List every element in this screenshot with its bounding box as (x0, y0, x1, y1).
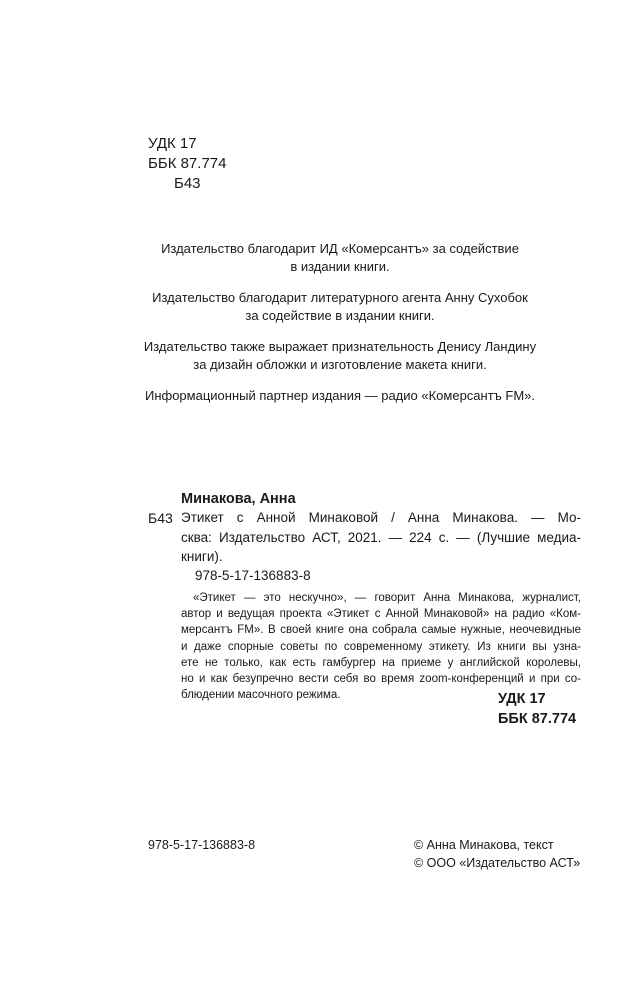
classification-block (148, 134, 226, 194)
annotation-line: и даже спорные советы по современному этикету. Из книги вы узна- (181, 640, 581, 653)
footer-isbn: 978-5-17-136883-8 (148, 838, 256, 852)
card-bbk-code: ББК 87.774 (498, 711, 577, 727)
card-description-line: сква: Издательство АСТ, 2021. — 224 с. — (Лучшие медиа- (181, 529, 581, 545)
acknowledgement-line: за дизайн обложки и изготовление макета книги. (193, 357, 487, 372)
acknowledgement-line: Издательство также выражает признательность Денису Ландину (143, 339, 537, 354)
acknowledgement-line: Информационный партнер издания — радио «Комерсантъ FM». (144, 388, 536, 403)
author-code: Б43 (174, 175, 201, 192)
card-description-line: Этикет с Анной Минаковой / Анна Минакова. — Мо- (181, 510, 581, 525)
card-author-code: Б43 (148, 510, 173, 526)
card-description (181, 508, 581, 567)
card-annotation (181, 590, 581, 703)
annotation-line: автор и ведущая проекта «Этикет с Анной Минаковой» на радио «Ком- (181, 608, 581, 621)
acknowledgement-paragraph (130, 338, 550, 374)
acknowledgement-line: за содействие в издании книги. (245, 308, 435, 323)
copyright-line: © ООО «Издательство АСТ» (414, 856, 581, 870)
card-isbn: 978-5-17-136883-8 (195, 568, 311, 583)
annotation-line: «Этикет — это нескучно», — говорит Анна Минакова, журналист, (193, 592, 581, 604)
acknowledgement-paragraph (130, 387, 550, 405)
card-description-line: книги). (181, 549, 223, 564)
acknowledgement-line: в издании книги. (290, 259, 390, 274)
acknowledgement-line: Издательство благодарит ИД «Комерсантъ» за содействие (161, 241, 519, 256)
acknowledgement-paragraph (130, 289, 550, 325)
card-classification (498, 689, 576, 729)
card-author: Минакова, Анна (181, 491, 296, 507)
annotation-line: мерсантъ FM». В своей книге она собрала самые нужные, неочевидные (181, 624, 581, 637)
card-udk-code: УДК 17 (498, 691, 546, 707)
copyright-line: © Анна Минакова, текст (414, 838, 554, 852)
annotation-line: ете не только, как есть гамбургер на приеме у английской королевы, (181, 656, 581, 669)
bbk-code: ББК 87.774 (148, 155, 227, 172)
acknowledgement-paragraph (130, 240, 550, 276)
udk-code: УДК 17 (148, 135, 197, 152)
annotation-line: но и как безупречно вести себя во время zoom-конференций и при со- (181, 673, 581, 686)
acknowledgements (130, 240, 550, 418)
acknowledgement-line: Издательство благодарит литературного агента Анну Сухобок (152, 290, 528, 305)
footer-copyright (414, 836, 580, 872)
annotation-line: блюдении масочного режима. (181, 689, 341, 702)
